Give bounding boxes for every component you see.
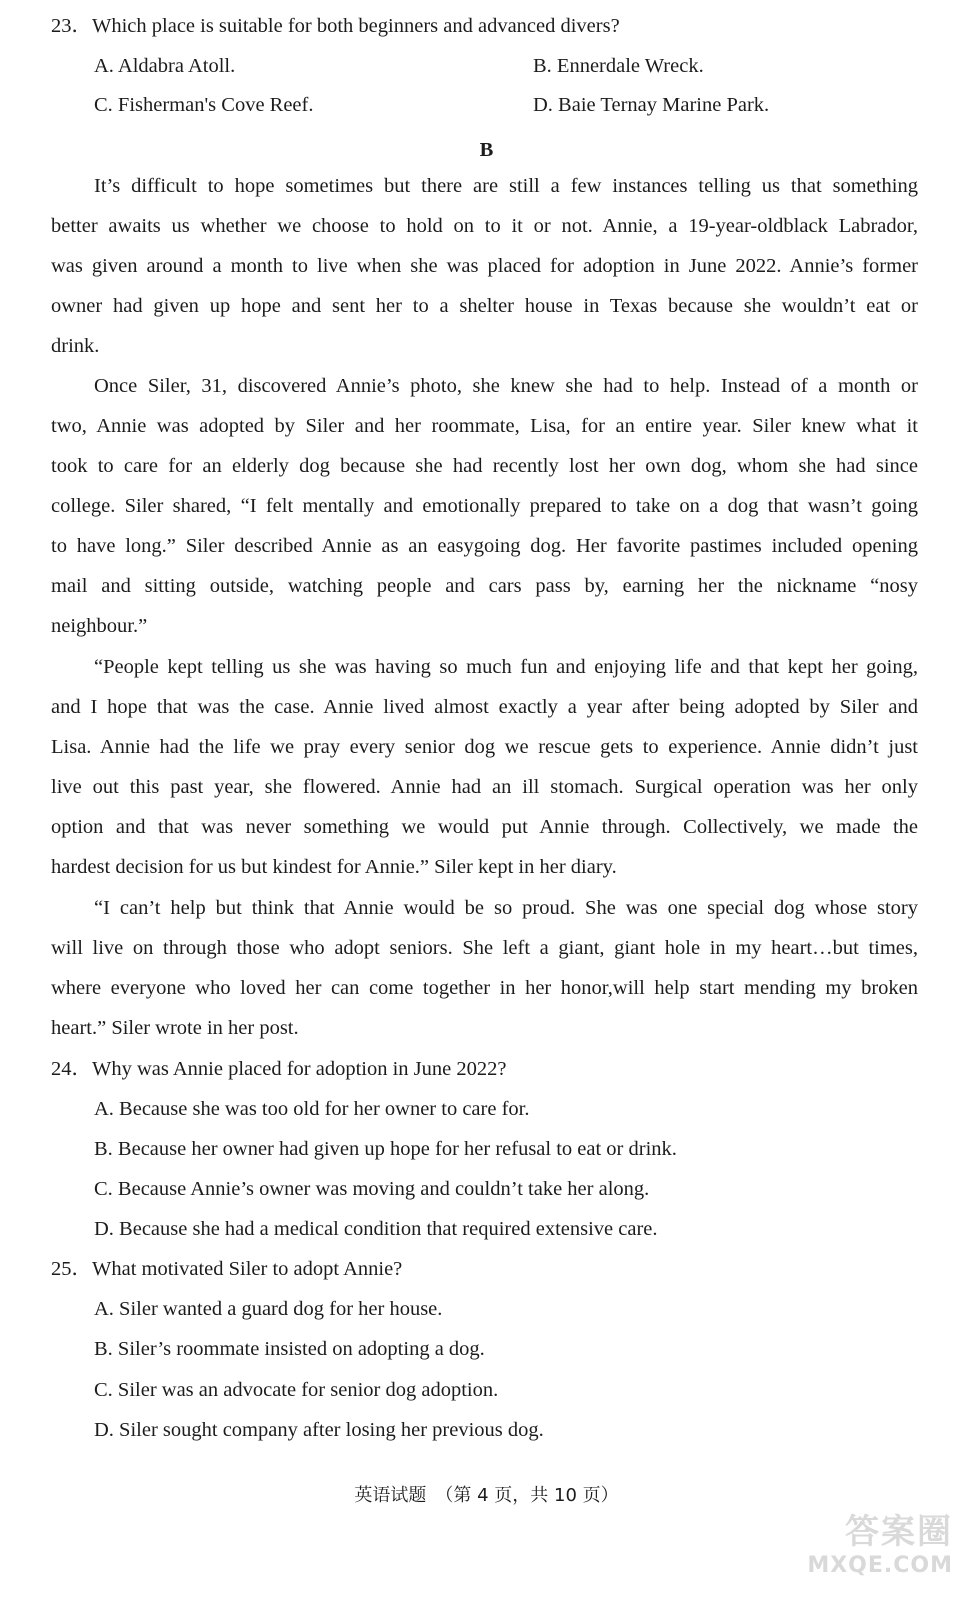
q25-option-a: A. Siler wanted a guard dog for her house. — [94, 1298, 443, 1320]
passage-line: hardest decision for us but kindest for Annie.” Siler kept in her diary. — [51, 856, 617, 878]
q23-option-a: A. Aldabra Atoll. — [94, 55, 236, 77]
passage-line: better awaits us whether we choose to hold on to it or not. Annie, a 19-year-oldblack Labrador, — [51, 215, 918, 237]
passage-line: mail and sitting outside, watching people and cars pass by, earning her the nickname “nosy — [51, 575, 918, 597]
q25-option-b: B. Siler’s roommate insisted on adopting a dog. — [94, 1338, 485, 1360]
passage-line: took to care for an elderly dog because she had recently lost her own dog, whom she had since — [51, 455, 918, 477]
page-footer: 英语试题 （第 4 页，共 10 页） — [354, 1485, 619, 1506]
passage-line: It’s difficult to hope sometimes but there are still a few instances telling us that something — [94, 175, 918, 197]
passage-line: heart.” Siler wrote in her post. — [51, 1017, 299, 1039]
passage-line: Lisa. Annie had the life we pray every senior dog we rescue gets to experience. Annie didn’t just — [51, 736, 918, 758]
passage-line: was given around a month to live when she was placed for adoption in June 2022. Annie’s former — [51, 255, 918, 277]
question-24: 24．Why was Annie placed for adoption in June 2022? — [51, 1058, 507, 1080]
question-23: 23．Which place is suitable for both beginners and advanced divers? — [51, 15, 620, 37]
watermark-logo-text: 答案圈 — [845, 1512, 953, 1552]
passage-line: two, Annie was adopted by Siler and her roommate, Lisa, for an entire year. Siler knew what it — [51, 415, 918, 437]
q24-option-b: B. Because her owner had given up hope for her refusal to eat or drink. — [94, 1138, 677, 1160]
passage-line: “People kept telling us she was having so much fun and enjoying life and that kept her going, — [94, 656, 918, 678]
passage-line: Once Siler, 31, discovered Annie’s photo, she knew she had to help. Instead of a month or — [94, 375, 918, 397]
q23-option-c: C. Fisherman's Cove Reef. — [94, 94, 314, 116]
watermark-logo — [807, 1504, 953, 1578]
passage-line: will live on through those who adopt seniors. She left a giant, giant hole in my heart…but times, — [51, 937, 918, 959]
q23-option-d: D. Baie Ternay Marine Park. — [533, 94, 770, 116]
passage-line: to have long.” Siler described Annie as an easygoing dog. Her favorite pastimes included opening — [51, 535, 918, 557]
passage-line: live out this past year, she flowered. Annie had an ill stomach. Surgical operation was her only — [51, 776, 918, 798]
passage-line: neighbour.” — [51, 615, 148, 637]
passage-line: “I can’t help but think that Annie would be so proud. She was one special dog whose story — [94, 897, 918, 919]
passage-line: option and that was never something we would put Annie through. Collectively, we made the — [51, 816, 918, 838]
q25-option-c: C. Siler was an advocate for senior dog adoption. — [94, 1379, 499, 1401]
passage-line: college. Siler shared, “I felt mentally and emotionally prepared to take on a dog that wasn’t going — [51, 495, 918, 517]
passage-line: drink. — [51, 335, 100, 357]
passage-line: owner had given up hope and sent her to a shelter house in Texas because she wouldn’t eat or — [51, 295, 918, 317]
section-heading: B — [479, 139, 494, 161]
passage-line: where everyone who loved her can come together in her honor,will help start mending my broken — [51, 977, 918, 999]
q24-option-d: D. Because she had a medical condition that required extensive care. — [94, 1218, 658, 1240]
q24-option-c: C. Because Annie’s owner was moving and couldn’t take her along. — [94, 1178, 650, 1200]
q23-option-b: B. Ennerdale Wreck. — [533, 55, 704, 77]
watermark-site: MXQE.COM — [807, 1553, 953, 1578]
question-25: 25．What motivated Siler to adopt Annie? — [51, 1258, 403, 1280]
q25-option-d: D. Siler sought company after losing her previous dog. — [94, 1419, 544, 1441]
passage-line: and I hope that was the case. Annie lived almost exactly a year after being adopted by Siler and — [51, 696, 918, 718]
q24-option-a: A. Because she was too old for her owner to care for. — [94, 1098, 530, 1120]
